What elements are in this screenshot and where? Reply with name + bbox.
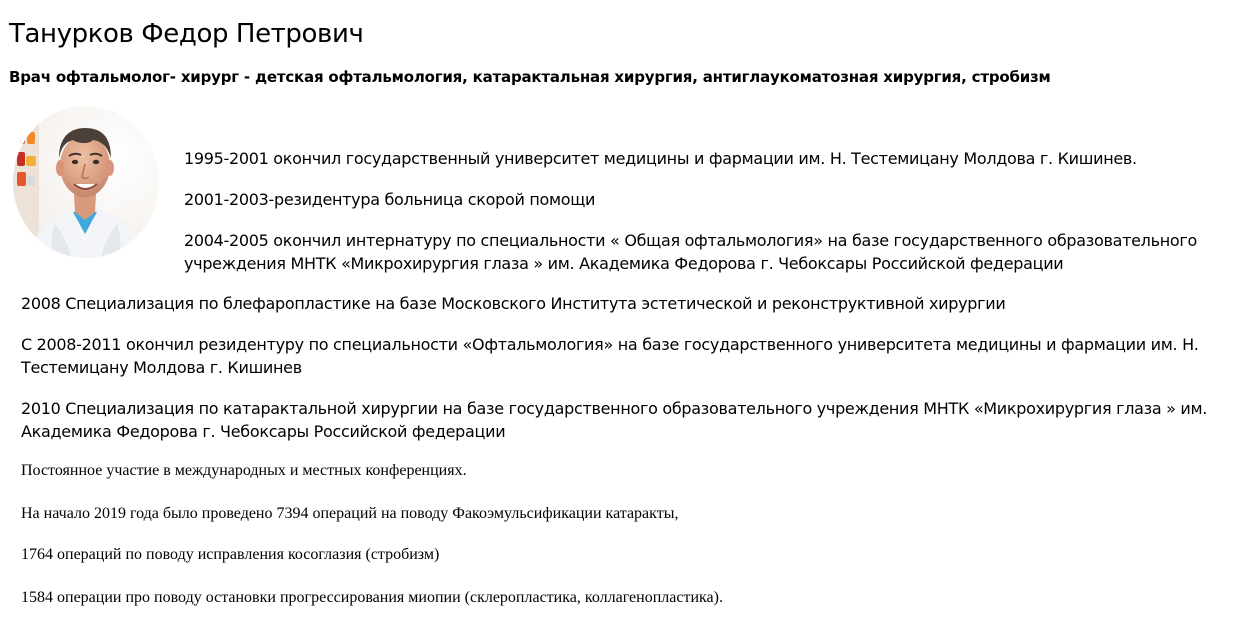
doctor-photo (13, 106, 159, 258)
stats-paragraph: На начало 2019 года было проведено 7394 операций на поводу Факоэмульсификации катаракты, (21, 505, 679, 522)
stats-paragraph: 1764 операций по поводу исправления косоглазия (стробизм) (21, 546, 440, 563)
doctor-portrait-icon (13, 106, 159, 258)
stats-paragraph: 1584 операции про поводу остановки прогрессирования миопии (склеропластика, коллагенопластика). (21, 589, 723, 606)
bio-paragraph: 2008 Специализация по блефаропластике на базе Московского Института эстетической и реконструктивной хирургии (21, 294, 1006, 313)
bio-paragraph: С 2008-2011 окончил резидентуру по специальности «Офтальмология» на базе государственного университета медицины и фармации им. Н. Тестемицану Молдова г. Кишинев (21, 335, 1199, 377)
bio-paragraph: 1995-2001 окончил государственный университет медицины и фармации им. Н. Тестемицану Молдова г. Кишинев. (184, 149, 1137, 168)
bio-paragraph: 2004-2005 окончил интернатуру по специальности « Общая офтальмология» на базе государственного образовательного учреждения МНТК «Микрохирургия глаза » им. Академика Федорова г. Чебоксары Российской федерации (184, 231, 1197, 273)
bio-paragraph: 2001-2003-резидентура больница скорой помощи (184, 190, 596, 209)
doctor-name: Танурков Федор Петрович (9, 19, 364, 49)
bio-paragraph: 2010 Специализация по катарактальной хирургии на базе государственного образовательного учреждения МНТК «Микрохирургия глаза » им. Академика Федорова г. Чебоксары Российской федерации (21, 399, 1208, 441)
doctor-specialty: Врач офтальмолог- хирург - детская офтальмология, катарактальная хирургия, антиглаукоматозная хирургия, стробизм (9, 68, 1051, 86)
stats-paragraph: Постоянное участие в международных и местных конференциях. (21, 462, 467, 479)
